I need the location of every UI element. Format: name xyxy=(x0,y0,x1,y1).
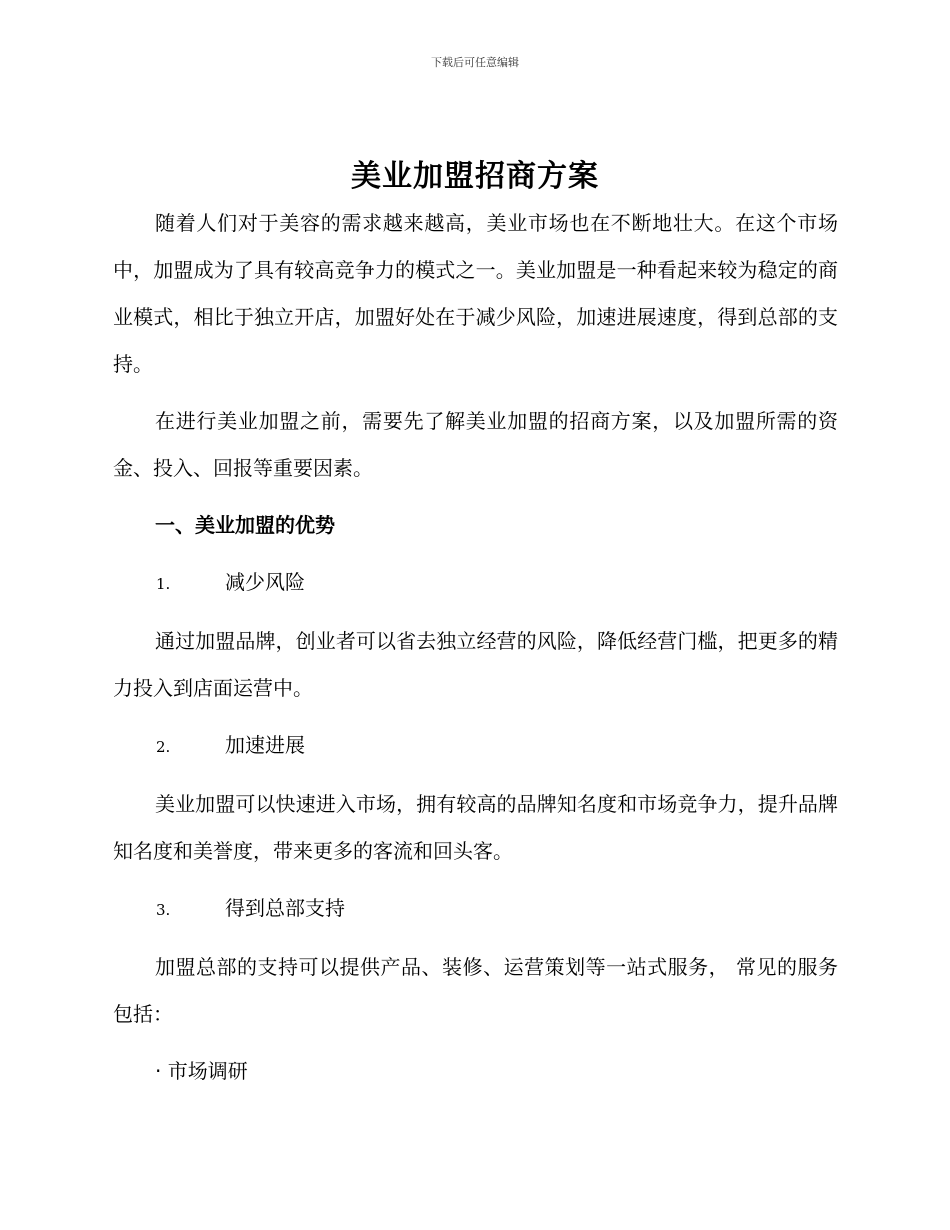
list-number: 3. xyxy=(156,901,171,919)
item-2-paragraph: 美业加盟可以快速进入市场，拥有较高的品牌知名度和市场竞争力，提升品牌知名度和美誉度，带来更多的客流和回头客。 xyxy=(113,792,838,863)
document-body xyxy=(113,200,838,1095)
list-number: 2. xyxy=(156,738,171,756)
list-item-1 xyxy=(113,559,838,608)
list-item-title: 得到总部支持 xyxy=(225,896,345,920)
bullet-item: · 市场调研 xyxy=(155,1059,248,1083)
document-title: 美业加盟招商方案 xyxy=(351,159,599,194)
intro-paragraph-2: 在进行美业加盟之前，需要先了解美业加盟的招商方案，以及加盟所需的资金、投入、回报等重要因素。 xyxy=(113,409,838,480)
list-item-3 xyxy=(113,885,838,934)
page-header-note: 下载后可任意编辑 xyxy=(431,56,519,69)
section-heading-advantages: 一、美业加盟的优势 xyxy=(155,513,335,537)
list-number: 1. xyxy=(156,575,171,593)
list-item-title: 加速进展 xyxy=(225,733,305,757)
item-1-paragraph: 通过加盟品牌，创业者可以省去独立经营的风险，降低经营门槛，把更多的精力投入到店面运营中。 xyxy=(113,629,838,700)
list-item-2 xyxy=(113,722,838,771)
item-3-paragraph: 加盟总部的支持可以提供产品、装修、运营策划等一站式服务， 常见的服务包括： xyxy=(113,955,838,1026)
intro-paragraph-1: 随着人们对于美容的需求越来越高，美业市场也在不断地壮大。在这个市场中，加盟成为了具有较高竞争力的模式之一。美业加盟是一种看起来较为稳定的商业模式，相比于独立开店，加盟好处在于减少风险，加速进展速度，得到总部的支持。 xyxy=(113,211,838,376)
list-item-title: 减少风险 xyxy=(225,570,305,594)
